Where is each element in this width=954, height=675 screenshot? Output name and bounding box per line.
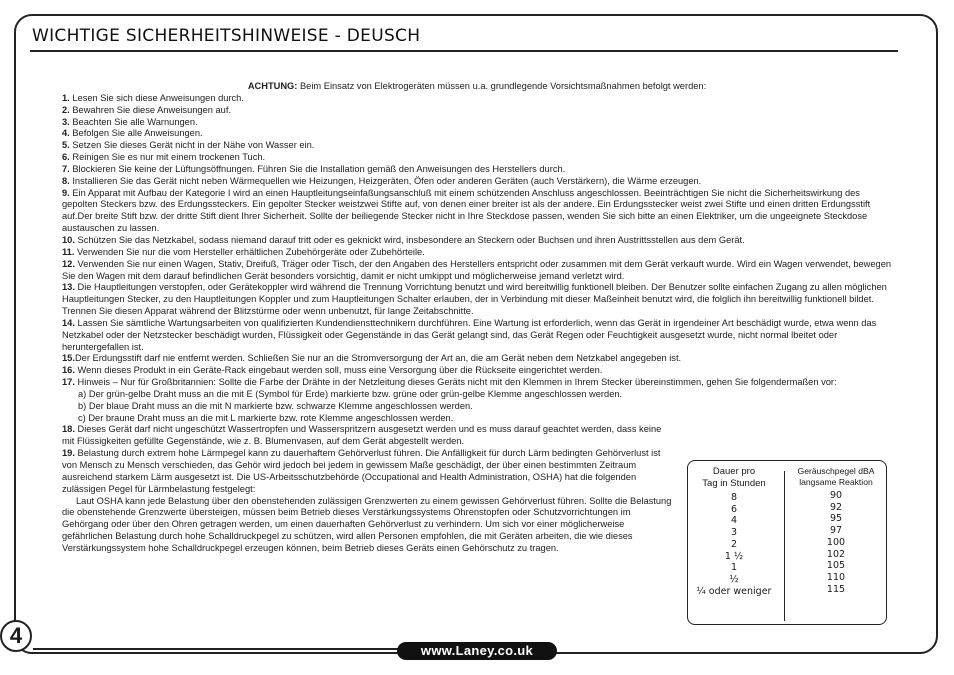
instruction-item: [62, 188, 892, 235]
level-value: 105: [826, 560, 846, 572]
duration-value: 6: [730, 503, 738, 515]
instruction-text: Blockieren Sie keine der Lüftungsöffnungen. Führen Sie die Installation gemäß den Anweisungen des Herstellers durch.: [69, 163, 566, 174]
instruction-text: Der Erdungsstift darf nie entfernt werden. Schließen Sie nur an die Stromversorgung der Art an, die am Gerät neben dem Netzkabel angegeben ist.: [74, 353, 682, 364]
duration-header-line: Dauer pro: [712, 466, 756, 477]
instruction-item: [62, 128, 892, 140]
instruction-item: [62, 259, 892, 283]
instruction-number: 8.: [62, 175, 70, 186]
instruction-number: 12.: [62, 258, 75, 269]
level-values: [788, 490, 884, 595]
instruction-text: Hinweis – Nur für Großbritannien: Sollte die Farbe der Drähte in der Netzleitung dieses Geräts nicht mit den Klemmen in Ihrem Stecker übereinstimmen, gehen Sie folgendermaßen vor:: [74, 377, 837, 388]
duration-value: 4: [730, 515, 738, 527]
instruction-text: Reinigen Sie es nur mit einem trockenen Tuch.: [69, 152, 266, 163]
instruction-text: Beachten Sie alle Warnungen.: [69, 116, 198, 127]
duration-value: ¼ oder weniger: [696, 585, 772, 597]
instruction-text: Belastung durch extrem hohe Lärmpegel kann zu dauerhaftem Gehörverlust führen. Die Anfälligkeit für durch Lärm bedingten Gehörverlust ist von Mensch zu Mensch verschieden, das Gehör wird jedoch bei jedem in gewissem Maße geschädigt, der über einen bestimmten Zeitraum ausreichend starkem Lärm ausgesetzt ist. Die US-Arbeitsschutzbehörde (Occupational and Health Administration, OSHA) hat die folgenden zulässigen Pegel für Lärmbelastung festgelegt:: [62, 448, 661, 494]
instruction-item: [62, 247, 892, 259]
level-header-line: langsame Reaktion: [799, 477, 873, 487]
duration-value: ½: [729, 573, 739, 585]
intro-text: Beim Einsatz von Elektrogeräten müssen u.a. grundlegende Vorsichtsmaßnahmen befolgt werden:: [297, 81, 707, 91]
duration-header-line: Tag in Stunden: [702, 478, 766, 489]
instruction-item: [62, 152, 892, 164]
level-value: 95: [829, 513, 843, 525]
instruction-list: [62, 93, 892, 389]
duration-header: [688, 466, 780, 490]
page-number: 4: [0, 620, 32, 652]
instruction-number: 11.: [62, 246, 75, 257]
instruction-number: 19.: [62, 448, 75, 459]
duration-values: [688, 492, 780, 597]
instruction-number: 7.: [62, 163, 70, 174]
instruction-item: [62, 93, 892, 105]
duration-value: 1: [730, 562, 738, 574]
instruction-item: [62, 164, 892, 176]
column-divider: [784, 471, 785, 621]
instruction-number: 2.: [62, 104, 70, 115]
instruction-number: 14.: [62, 317, 75, 328]
instruction-text: Schützen Sie das Netzkabel, sodass niemand darauf tritt oder es geknickt wird, insbesondere an Steckern oder Buchsen und ihren Austrittsstellen aus dem Gerät.: [74, 234, 745, 245]
continuation-text: Laut OSHA kann jede Belastung über den obenstehenden zulässigen Grenzwerten zu einem gewissen Gehörverlust führen. Sollte die Belastung die obenstehende Grenzwerte übersteigen, müssen beim Betrieb dieses Verstärkungssystems Ohrenstopfen oder Schutzvorrichtungen im Gehörgang oder über den Ohren getragen werden, um einen dauerhaften Gehörverlust zu verhindern. Um sich vor einer möglicherweise gefährlichen Belastung durch hohe Schalldruckpegel zu schützen, wird allen Personen empfohlen, die mit Geräten arbeiten, die wie dieses Verstärkungssystem hohe Schalldruckpegel erzeugen können, beim Betrieb dieses Geräts einen Gehörschutz zu tragen.: [62, 495, 672, 553]
instruction-number: 15.: [62, 353, 75, 364]
level-header-line: Geräuschpegel dBA: [797, 466, 875, 476]
wire-instruction: a) Der grün-gelbe Draht muss an die mit E (Symbol für Erde) markierte bzw. grüne oder grün-gelbe Klemme angeschlossen werden.: [78, 388, 623, 399]
level-value: 115: [826, 583, 846, 595]
instruction-text: Wenn dieses Produkt in ein Geräte-Rack eingebaut werden soll, muss eine Versorgung über die Rückseite eingerichtet werden.: [74, 365, 603, 376]
level-value: 92: [829, 501, 843, 513]
instruction-item: [62, 105, 892, 117]
wire-instruction: b) Der blaue Draht muss an die mit N markierte bzw. schwarze Klemme angeschlossen werden.: [78, 400, 473, 411]
instruction-number: 13.: [62, 282, 75, 293]
instruction-item: [62, 365, 892, 377]
level-value: 110: [826, 571, 846, 583]
instruction-item: [62, 282, 892, 318]
duration-value: 2: [730, 538, 738, 550]
instruction-text: Verwenden Sie nur einen Wagen, Stativ, Dreifuß, Träger oder Tisch, der den Angaben des Herstellers entspricht oder zusammen mit dem Gerät verkauft wurde. Wird ein Wagen verwendet, bewegen Sie den Wagen mit dem darauf befindlichen Gerät besonders vorsichtig, damit er nicht umkippt und möglicherweise jemand verletzt wird.: [62, 258, 892, 281]
instruction-19-continuation: [62, 496, 674, 555]
instruction-text: Installieren Sie das Gerät nicht neben Wärmequellen wie Heizungen, Heizgeräten, Öfen oder anderen Geräten (auch Verstärkern), die Wärme erzeugen.: [69, 175, 702, 186]
instruction-number: 18.: [62, 424, 75, 435]
instruction-text: Bewahren Sie diese Anweisungen auf.: [69, 104, 232, 115]
duration-value: 8: [730, 492, 738, 503]
level-value: 97: [829, 525, 843, 537]
instruction-text: Die Hauptleitungen verstopfen, oder Gerätekoppler wird während die Trennung Vorrichtung benutzt und wird bereitwillig funktionell bleiben. Der Benutzer sollte einfachen Zugang zu allen möglichen Hauptleitungen Stecker, zu den Hauptleitungen Koppler und zum Hauptleitungen Schalter erlauben, der in Verbindung mit dieser Maßeinheit benutzt wird, die folglich ihn bereitwillig funktionell bildet. Trennen Sie diesen Apparat während der Blitzstürme oder wenn unbenutzt, für lange Zeitabschnitte.: [62, 282, 887, 317]
level-header: [788, 466, 884, 488]
instruction-18: [62, 424, 674, 448]
instruction-number: 3.: [62, 116, 70, 127]
instruction-item: [62, 318, 892, 354]
website-link[interactable]: www.Laney.co.uk: [397, 642, 557, 660]
instruction-text: Setzen Sie dieses Gerät nicht in der Nähe von Wasser ein.: [69, 140, 315, 151]
level-value: 102: [826, 548, 846, 560]
intro-label: ACHTUNG:: [247, 81, 298, 91]
instruction-number: 1.: [62, 92, 70, 103]
instruction-text: Verwenden Sie nur die vom Hersteller erhältlichen Zubehörgeräte oder Zubehörteile.: [74, 246, 425, 257]
instruction-text: Lassen Sie sämtliche Wartungsarbeiten von qualifizierten Kundendiensttechnikern durchführen. Eine Wartung ist erforderlich, wenn das Gerät in irgendeiner Art beschädigt wurde, etwa wenn das Netzkabel oder der Netzstecker beschädigt wurden, Flüssigkeit oder Gegenstände in das Gerät gelangt sind, das Gerät Regen oder Feuchtigkeit ausgesetzt wurde, nicht normal lbeitet oder heruntergefallen ist.: [62, 317, 877, 352]
instruction-19: [62, 448, 674, 495]
instruction-text: Dieses Gerät darf nicht ungeschützt Wassertropfen und Wasserspritzern ausgesetzt werden und es muss darauf geachtet werden, dass keine mit Flüssigkeiten gefüllte Gegenstände, wie z. B. Blumenvasen, auf dem Gerät abgestellt werden.: [62, 424, 662, 447]
instruction-item: [62, 353, 892, 365]
level-column: [788, 466, 884, 595]
wire-instructions: [62, 389, 892, 425]
title-rule: [30, 50, 898, 52]
instruction-text: Befolgen Sie alle Anweisungen.: [69, 128, 203, 139]
duration-value: 3: [730, 527, 738, 539]
instruction-number: 9.: [62, 187, 70, 198]
level-value: 90: [829, 490, 843, 501]
duration-value: 1 ½: [724, 550, 744, 562]
noise-exposure-table: [687, 460, 887, 625]
wire-instruction: c) Der braune Draht muss an die mit L markierte bzw. rote Klemme angeschlossen werden.: [78, 412, 454, 423]
instruction-number: 16.: [62, 365, 75, 376]
instruction-item: [62, 377, 892, 389]
page-title: WICHTIGE SICHERHEITSHINWEISE - DEUSCH: [32, 26, 421, 46]
duration-column: [688, 466, 780, 597]
instruction-text: Lesen Sie sich diese Anweisungen durch.: [69, 92, 244, 103]
instruction-number: 6.: [62, 152, 70, 163]
instruction-item: [62, 176, 892, 188]
intro-line: [62, 81, 892, 93]
level-value: 100: [826, 536, 846, 548]
instruction-item: [62, 140, 892, 152]
instruction-number: 4.: [62, 128, 70, 139]
instruction-number: 5.: [62, 140, 70, 151]
instruction-number: 17.: [62, 377, 75, 388]
instruction-text: Ein Apparat mit Aufbau der Kategorie I wird an einen Hauptleitungseinfaßungsanschluß mit einem schützenden Anschluss angeschlossen. Beeinträchtigen Sie nicht die Sicherheitswirkung des gepolten Steckers bzw. des Erdungssteckers. Ein gepolter Stecker weistzwei Stifte auf, von denen einer breiter ist als der andere. Ein Erdungsstecker weist zwei Stifte und einen dritten Erdungsstift auf.Der breite Stift bzw. der dritte Stift dient Ihrer Sicherheit. Sollte der beiliegende Stecker nicht in Ihre Steckdose passen, wenden Sie sich bitte an einen Elektriker, um die ungeeignete Steckdose austauschen zu lassen.: [62, 187, 871, 234]
instruction-item: [62, 117, 892, 129]
instruction-number: 10.: [62, 234, 75, 245]
instruction-item: [62, 235, 892, 247]
